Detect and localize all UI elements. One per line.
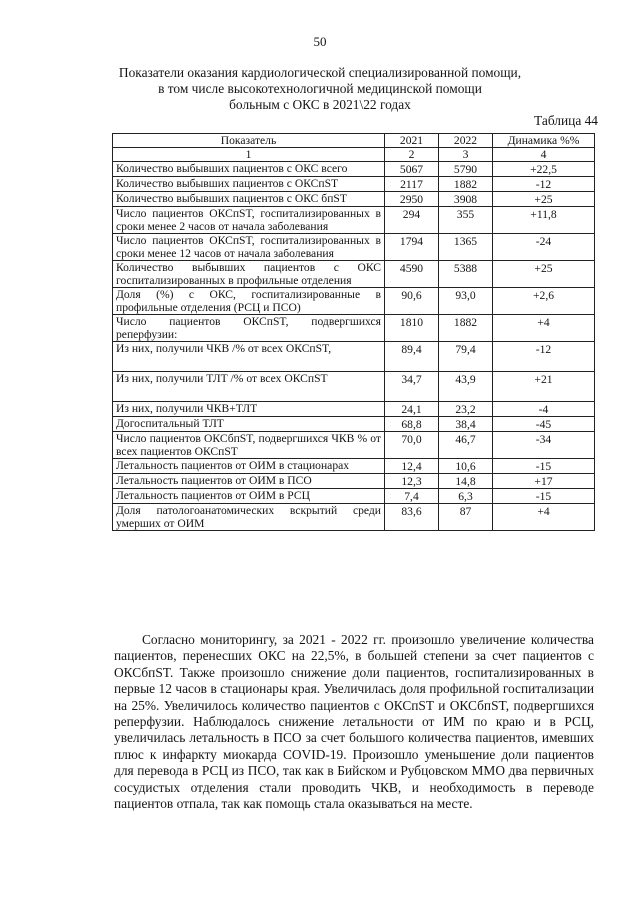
value-2021-cell: 89,4 (385, 342, 439, 372)
table-caption: Таблица 44 (534, 113, 598, 128)
dynamics-cell: +4 (493, 504, 595, 531)
value-2022-cell: 93,0 (439, 288, 493, 315)
indicator-cell: Число пациентов ОКСбпST, подвергшихся ЧКВ % от всех пациентов ОКСпST (113, 432, 385, 459)
table-title-line-1: Показатели оказания кардиологической специализированной помощи, (118, 65, 522, 80)
indicator-cell: Летальность пациентов от ОИМ в стационарах (113, 459, 385, 474)
indicator-cell: Доля патологоанатомических вскрытий среди умерших от ОИМ (113, 504, 385, 531)
dynamics-cell: -45 (493, 417, 595, 432)
dynamics-cell: -24 (493, 234, 595, 261)
table-row (113, 192, 595, 207)
value-2021-cell: 70,0 (385, 432, 439, 459)
value-2022-cell: 1365 (439, 234, 493, 261)
table-row (113, 261, 595, 288)
value-2022-cell: 5790 (439, 162, 493, 177)
summary-paragraph: Согласно мониторингу, за 2021 - 2022 гг. произошло увеличение количества пациентов, перенесших ОКС на 22,5%, в большей степени за счет пациентов с ОКСбпST. Также произошло снижение доли пациентов, госпитализированных в первые 12 часов в стационары края. Увеличилась доля профильной госпитализации на 25%. Увеличилось количество пациентов с ОКСпST и ОКСбпST, подвергшихся реперфузии. Наблюдалось снижение летальности от ИМ по краю и в РСЦ, увеличилась летальность в ПСО за счет большого количества пациентов, имевших плюс к инфаркту миокарда COVID-19. Произошло уменьшение доли пациентов для перевода в РСЦ из ПСО, так как в Бийском и Рубцовском ММО два первичных сосудистых отделения стали проводить ЧКВ, и необходимость в переводе пациентов отпала, так как помощь стала оказываться на месте. (114, 632, 594, 812)
value-2021-cell: 1810 (385, 315, 439, 342)
table-row (113, 207, 595, 234)
indicator-cell: Число пациентов ОКСпST, госпитализированных в сроки менее 12 часов от начала заболевания (113, 234, 385, 261)
indicator-cell: Из них, получили ЧКВ+ТЛТ (113, 402, 385, 417)
value-2022-cell: 5388 (439, 261, 493, 288)
value-2022-cell: 79,4 (439, 342, 493, 372)
table-row (113, 489, 595, 504)
value-2022-cell: 1882 (439, 315, 493, 342)
indicator-cell: Количество выбывших пациентов с ОКС бпST (113, 192, 385, 207)
dynamics-cell: +25 (493, 261, 595, 288)
table-row (113, 177, 595, 192)
numbering-row (113, 148, 595, 162)
indicator-cell: Летальность пациентов от ОИМ в ПСО (113, 474, 385, 489)
dynamics-cell: +11,8 (493, 207, 595, 234)
value-2022-cell: 23,2 (439, 402, 493, 417)
indicator-cell: Из них, получили ТЛТ /% от всех ОКСпST (113, 372, 385, 402)
indicator-cell: Количество выбывших пациентов с ОКС госпитализированных в профильные отделения (113, 261, 385, 288)
value-2021-cell: 4590 (385, 261, 439, 288)
value-2021-cell: 90,6 (385, 288, 439, 315)
value-2021-cell: 83,6 (385, 504, 439, 531)
value-2022-cell: 38,4 (439, 417, 493, 432)
indicator-cell: Количество выбывших пациентов с ОКСпST (113, 177, 385, 192)
column-number-2: 2 (385, 148, 439, 162)
table-title-line-2: в том числе высокотехнологичной медицинской помощи (158, 81, 482, 96)
indicator-cell: Догоспитальный ТЛТ (113, 417, 385, 432)
dynamics-cell: +22,5 (493, 162, 595, 177)
indicator-cell: Число пациентов ОКСпST, госпитализированных в сроки менее 2 часов от начала заболевания (113, 207, 385, 234)
dynamics-cell: +4 (493, 315, 595, 342)
indicators-table (112, 133, 595, 531)
table-title-line-3: больным с ОКС в 2021\22 годах (229, 97, 411, 112)
table-row (113, 402, 595, 417)
value-2022-cell: 14,8 (439, 474, 493, 489)
value-2021-cell: 5067 (385, 162, 439, 177)
value-2021-cell: 7,4 (385, 489, 439, 504)
dynamics-cell: +25 (493, 192, 595, 207)
value-2021-cell: 24,1 (385, 402, 439, 417)
indicator-cell: Летальность пациентов от ОИМ в РСЦ (113, 489, 385, 504)
dynamics-cell: +21 (493, 372, 595, 402)
indicator-cell: Доля (%) с ОКС, госпитализированные в профильные отделения (РСЦ и ПСО) (113, 288, 385, 315)
dynamics-cell: -15 (493, 489, 595, 504)
table-row (113, 417, 595, 432)
header-2022: 2022 (439, 134, 493, 148)
table-row (113, 432, 595, 459)
column-number-4: 4 (493, 148, 595, 162)
value-2022-cell: 43,9 (439, 372, 493, 402)
indicator-cell: Количество выбывших пациентов с ОКС всего (113, 162, 385, 177)
value-2021-cell: 2117 (385, 177, 439, 192)
table-row (113, 372, 595, 402)
column-number-3: 3 (439, 148, 493, 162)
value-2022-cell: 10,6 (439, 459, 493, 474)
header-row (113, 134, 595, 148)
column-number-1: 1 (113, 148, 385, 162)
table-row (113, 162, 595, 177)
header-dynamics: Динамика %% (493, 134, 595, 148)
value-2022-cell: 6,3 (439, 489, 493, 504)
table-row (113, 315, 595, 342)
value-2021-cell: 294 (385, 207, 439, 234)
value-2022-cell: 355 (439, 207, 493, 234)
value-2021-cell: 34,7 (385, 372, 439, 402)
table-row (113, 288, 595, 315)
indicator-cell: Число пациентов ОКСпST, подвергшихся реперфузии: (113, 315, 385, 342)
value-2021-cell: 1794 (385, 234, 439, 261)
dynamics-cell: +17 (493, 474, 595, 489)
value-2021-cell: 2950 (385, 192, 439, 207)
dynamics-cell: -15 (493, 459, 595, 474)
dynamics-cell: +2,6 (493, 288, 595, 315)
header-indicator: Показатель (113, 134, 385, 148)
value-2022-cell: 1882 (439, 177, 493, 192)
table-row (113, 234, 595, 261)
page-number: 50 (313, 34, 327, 49)
dynamics-cell: -34 (493, 432, 595, 459)
table-row (113, 459, 595, 474)
value-2021-cell: 68,8 (385, 417, 439, 432)
dynamics-cell: -4 (493, 402, 595, 417)
value-2022-cell: 3908 (439, 192, 493, 207)
value-2021-cell: 12,4 (385, 459, 439, 474)
dynamics-cell: -12 (493, 177, 595, 192)
header-2021: 2021 (385, 134, 439, 148)
table-row (113, 474, 595, 489)
dynamics-cell: -12 (493, 342, 595, 372)
table-row (113, 504, 595, 531)
value-2022-cell: 87 (439, 504, 493, 531)
indicator-cell: Из них, получили ЧКВ /% от всех ОКСпST, (113, 342, 385, 372)
value-2021-cell: 12,3 (385, 474, 439, 489)
value-2022-cell: 46,7 (439, 432, 493, 459)
table-row (113, 342, 595, 372)
